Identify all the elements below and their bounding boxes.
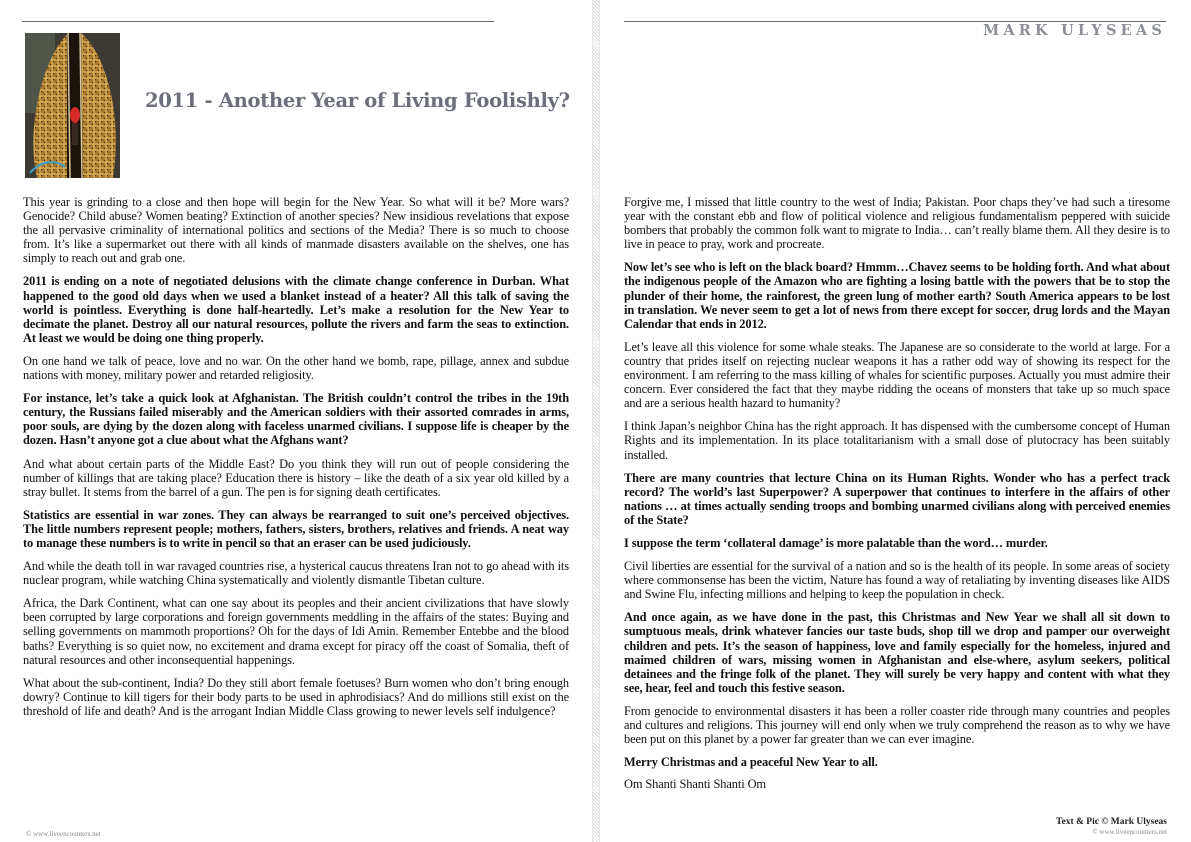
article-paragraph: Statistics are essential in war zones. They can always be rearranged to suit one’s perceived objectives. The little numbers represent people; mothers, fathers, sisters, brothers, relatives and friends. A neat way to manage these numbers is to write in pencil so that an eraser can be used judiciously. bbox=[23, 507, 569, 550]
page-gutter-divider bbox=[592, 0, 600, 842]
article-paragraph: What about the sub-continent, India? Do they still abort female foetuses? Burn women who don’t bring enough dowry? Continue to kill tigers for their body parts to be used in aphrodisiacs? And do millions still exist on the threshold of life and death? And is the arrogant Indian Middle Class growing to newer levels self indulgence? bbox=[23, 675, 569, 718]
article-paragraph: I think Japan’s neighbor China has the right approach. It has dispensed with the cumbersome concept of Human Rights and its implementation. In its place totalitarianism with a small dose of plutocracy has been suitably installed. bbox=[624, 419, 1170, 462]
article-paragraph: And what about certain parts of the Middle East? Do you think they will run out of people considering the number of killings that are taking place? Education there is history – like the death of a six year old killed by a stray bullet. It stems from the barrel of a gun. The pen is for signing death certificates. bbox=[23, 456, 569, 499]
article-paragraph: Let’s leave all this violence for some whale steaks. The Japanese are so considerate to the world at large. For a country that prides itself on rejecting nuclear weapons it has a rather odd way of showing its respect for the environment. I am referring to the mass killing of whales for scientific purposes. Actually you must admire their concern. Ever considered the fact that they maybe ridding the oceans of monsters that take up so much space and are a serious health hazard to humanity? bbox=[624, 339, 1170, 411]
right-page bbox=[600, 0, 1191, 842]
article-paragraph: Now let’s see who is left on the black board? Hmmm…Chavez seems to be holding forth. And what about the indigenous people of the Amazon who are fighting a losing battle with the powers that be to stop the plunder of their home, the rainforest, the green lung of mother earth? South America appears to be lost in translation. We never seem to get a lot of news from there except for soccer, drug lords and the Mayan Calendar that ends in 2012. bbox=[624, 260, 1170, 331]
article-paragraph: Om Shanti Shanti Shanti Om bbox=[624, 777, 766, 792]
author-header: MARK ULYSEAS bbox=[983, 22, 1166, 39]
article-paragraph: For instance, let’s take a quick look at Afghanistan. The British couldn’t control the tribes in the 19th century, the Russians failed miserably and the American soldiers with their assorted comrades in arms, poor souls, are dying by the dozen along with faceless unarmed civilians. I suppose life is cheaper by the dozen. Hasn’t anyone got a clue about what the Afghans want? bbox=[23, 391, 569, 448]
article-paragraph: There are many countries that lecture China on its Human Rights. Wonder who has a perfect track record? The world’s last Superpower? A superpower that continues to interfere in the affairs of other nations … at times actually sending troops and bombing unarmed civilians along with perceived enemies of the State? bbox=[624, 470, 1170, 527]
top-rule-left bbox=[22, 21, 494, 22]
article-paragraph: And once again, as we have done in the past, this Christmas and New Year we shall all sit down to sumptuous meals, drink whatever fancies our taste buds, shop till we drop and pamper our overweight children and pets. It’s the season of happiness, love and family especially for the homeless, injured and maimed children of wars, missing women in Afghanistan and else-where, asylum seekers, political detainees and the fringe folk of the planet. They will surely be very happy and content with what they see, hear, feel and touch this festive season. bbox=[624, 610, 1170, 695]
article-photo bbox=[25, 33, 120, 178]
article-paragraph: From genocide to environmental disasters it has been a roller coaster ride through many countries and peoples and cultures and religions. This journey will end only when we truly comprehend the reason as to why we have been put on this planet by a power far greater than we can ever imagine. bbox=[624, 703, 1170, 747]
article-paragraph: I suppose the term ‘collateral damage’ is more palatable than the word… murder. bbox=[624, 535, 1048, 550]
article-paragraph: Africa, the Dark Continent, what can one say about its peoples and their ancient civilizations that have slowly been corrupted by large corporations and foreign governments meddling in the affairs of the states: Buying and selling governments on mammoth proportions? Oh for the days of Idi Amin. Remember Entebbe and the blood baths? Everything is so quiet now, no excitement and drama except for piracy off the coast of Somalia, theft of natural resources and other inconsequential happenings. bbox=[23, 596, 569, 667]
left-column bbox=[23, 195, 569, 727]
photo-credit: Text & Pic © Mark Ulyseas bbox=[1056, 817, 1167, 827]
footer-url-left[interactable]: © www.liveencounters.net bbox=[26, 830, 101, 838]
right-column bbox=[624, 195, 1170, 791]
article-title: 2011 - Another Year of Living Foolishly? bbox=[145, 89, 570, 112]
article-paragraph: Forgive me, I missed that little country to the west of India; Pakistan. Poor chaps they’ve had such a tiresome year with the constant ebb and flow of political violence and religious fundamentalism peppered with suicide bombers that probably the common folk want to migrate to India… can’t really blame them. All they desire is to live in peace to pray, work and procreate. bbox=[624, 195, 1170, 252]
left-page bbox=[0, 0, 592, 842]
article-paragraph: Civil liberties are essential for the survival of a nation and so is the health of its people. In some areas of society where commonsense has been the victim, Nature has found a way of retaliating by inventing diseases like AIDS and Swine Flu, infecting millions and helping to keep the population in check. bbox=[624, 559, 1170, 602]
article-paragraph: And while the death toll in war ravaged countries rise, a hysterical caucus threatens Iran not to go ahead with its nuclear program, while watching China systematically and violently dismantle Tibetan culture. bbox=[23, 559, 569, 588]
article-paragraph: This year is grinding to a close and then hope will begin for the New Year. So what will it be? More wars? Genocide? Child abuse? Women beating? Extinction of another species? New insidious revelations that expose the all pervasive criminality of international politics and sections of the Media? There is so much to choose from. It’s like a supermarket out there with all kinds of manmade disasters available on the shelves, one has simply to reach out and grab one. bbox=[23, 195, 569, 266]
photo-woven-basket-icon bbox=[25, 33, 120, 178]
article-paragraph: On one hand we talk of peace, love and no war. On the other hand we bomb, rape, pillage, annex and subdue nations with money, military power and retarded religiosity. bbox=[23, 353, 569, 383]
article-paragraph: Merry Christmas and a peaceful New Year to all. bbox=[624, 755, 878, 770]
footer-url-right[interactable]: © www.liveencounters.net bbox=[1092, 828, 1167, 836]
article-paragraph: 2011 is ending on a note of negotiated delusions with the climate change conference in Durban. What happened to the good old days when we used a blanket instead of a heater? All this talk of saving the world is pointless. Everything is done half-heartedly. Let’s make a resolution for the New Year to decimate the planet. Destroy all our natural resources, pollute the rivers and farm the seas to extinction. At least we would be doing one thing properly. bbox=[23, 274, 569, 345]
